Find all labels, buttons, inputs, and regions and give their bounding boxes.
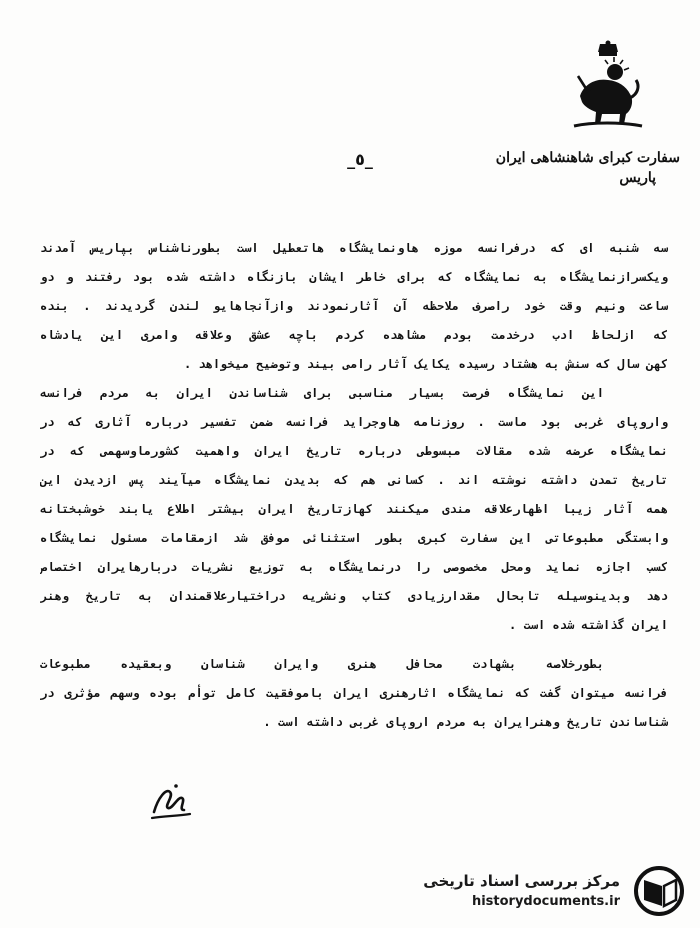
body-line: ویکسرازنمایشگاه به نمایشگاه که برای خاطر ایشان بازنگاه داشته شده بود رفتند و دو xyxy=(40,270,668,284)
body-line: فرانسه میتوان گفت که نمایشگاه اثارهنری ایران باموفقیت کامل توأم بوده وسهم مؤثری در xyxy=(40,686,668,700)
body-line: که ازلحاظ ادب درخدمت بودم مشاهده کردم باچه عشق وعلاقه وامری این یادشاه xyxy=(40,328,668,342)
signature-mark xyxy=(148,778,194,824)
body-line: تاریخ تمدن داشته نوشته اند . کسانی هم که بدیدن نمایشگاه میآیند پس ازدیدن این xyxy=(40,473,668,487)
body-line: سه شنبه ای که درفرانسه موزه هاونمایشگاه هاتعطیل است بطورناشناس بپاریس آمدند xyxy=(40,241,668,255)
body-line: واروپای غربی بود ماست . روزنامه هاوجراید فرانسه ضمن تفسیر درباره آثاری که در xyxy=(40,415,668,429)
archive-logo-icon xyxy=(632,866,686,916)
page-number: _٥_ xyxy=(347,150,373,169)
lion-and-sun-emblem-icon xyxy=(572,40,644,132)
body-line: کهن سال که سنش به هشتاد رسیده یکایک آثار رامی بیند وتوضیح میخواهد . xyxy=(183,357,668,371)
body-line: وابستگی مطبوعاتی این سفارت کبری بطور استثنائی موفق شد ازمقامات مسئول نمایشگاه xyxy=(40,531,668,545)
body-line: ساعت ونیم وقت خود راصرف ملاحظه آن آثارنمودند وازآنجاهایو لندن گردیدند . بنده xyxy=(40,299,668,313)
body-line: این نمایشگاه فرصت بسیار مناسبی برای شناساندن ایران به مردم فرانسه xyxy=(40,386,604,400)
body-line: همه آثار زیبا اظهارعلاقه مندی میکنند کهازتاریخ ایران بیشتر اطلاع یابند خوشبختانه xyxy=(40,502,668,516)
body-line: ایران گذاشته شده است . xyxy=(509,618,668,632)
body-line: کسب اجازه نماید ومحل مخصوصی را درنمایشگاه به توزیع نشریات دربارهایران اختصاص xyxy=(40,560,668,574)
embassy-name: سفارت کبرای شاهنشاهی ایران xyxy=(495,150,680,166)
watermark-title: مرکز بررسی اسناد تاریخی xyxy=(423,872,620,890)
archive-watermark xyxy=(402,862,692,920)
body-line: شناساندن تاریخ وهنرایران به مردم اروپای غربی داشته است . xyxy=(263,715,668,729)
watermark-url: historydocuments.ir xyxy=(471,894,620,909)
body-line: نمایشگاه عرضه شده مقالات مبسوطی درباره تاریخ ایران واهمیت کشورماوسهمی که در xyxy=(40,444,668,458)
body-line: بطورخلاصه بشهادت محافل هنری وایران شناسان وبعقیده مطبوعات xyxy=(40,657,604,671)
embassy-city: پاریس xyxy=(619,170,656,186)
letter-body xyxy=(40,234,668,737)
body-line: دهد وبدینوسیله تابحال مقدارزیادی کتاب ونشریه دراختیارعلاقمندان به تاریخ وهنر xyxy=(40,589,668,603)
letterhead xyxy=(495,148,680,188)
